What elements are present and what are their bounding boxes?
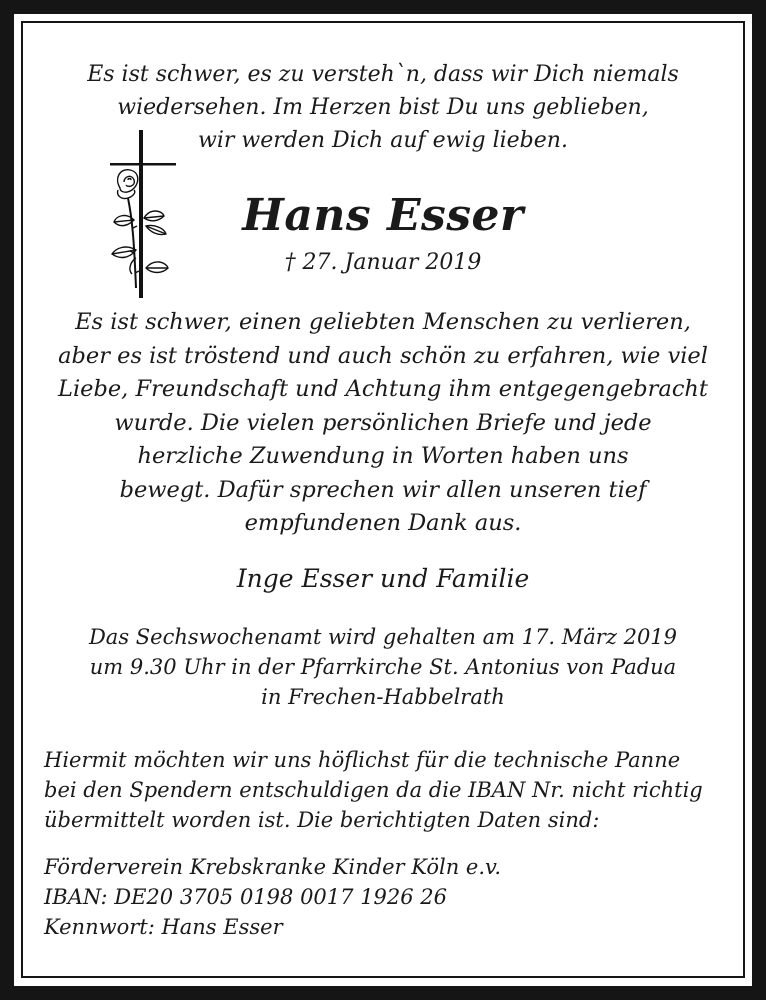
thanks-paragraph [0,306,766,541]
family-signature: Inge Esser und Familie [236,564,530,593]
bank-line: Kennwort: Hans Esser [44,915,283,939]
deceased-name: Hans Esser [242,190,524,241]
thanks-line: Es ist schwer, einen geliebten Menschen zu verlieren, [75,309,691,335]
apology-line: übermittelt worden ist. Die berichtigten Daten sind: [44,808,600,832]
service-line: Das Sechswochenamt wird gehalten am 17. März 2019 [88,625,678,649]
thanks-line: Liebe, Freundschaft und Achtung ihm entgegengebracht [58,376,708,402]
thanks-line: aber es ist tröstend und auch schön zu erfahren, wie viel [58,342,708,369]
thanks-line: empfundenen Dank aus. [244,510,522,536]
verse-line: wiedersehen. Im Herzen bist Du uns geblieben, [117,95,649,120]
apology-note [44,745,734,835]
service-line: um 9.30 Uhr in der Pfarrkirche St. Antonius von Padua [89,655,677,679]
thanks-line: wurde. Die vielen persönlichen Briefe und jede [114,409,652,436]
death-date: † 27. Januar 2019 [284,250,482,275]
thanks-line: bewegt. Dafür sprechen wir allen unseren tief [119,476,647,503]
service-announcement [0,622,766,712]
apology-line: Hiermit möchten wir uns höflichst für die technische Panne [44,748,681,772]
verse-line: wir werden Dich auf ewig lieben. [198,128,568,153]
apology-line: bei den Spendern entschuldigen da die IBAN Nr. nicht richtig [44,778,703,802]
donation-details [44,852,734,942]
bank-line: Förderverein Krebskranke Kinder Köln e.v. [44,855,502,879]
thanks-line: herzliche Zuwendung in Worten haben uns [137,443,629,469]
service-line: in Frechen-Habbelrath [261,685,505,709]
verse-line: Es ist schwer, es zu versteh`n, dass wir Dich niemals [87,62,679,87]
bank-line: IBAN: DE20 3705 0198 0017 1926 26 [44,885,448,909]
